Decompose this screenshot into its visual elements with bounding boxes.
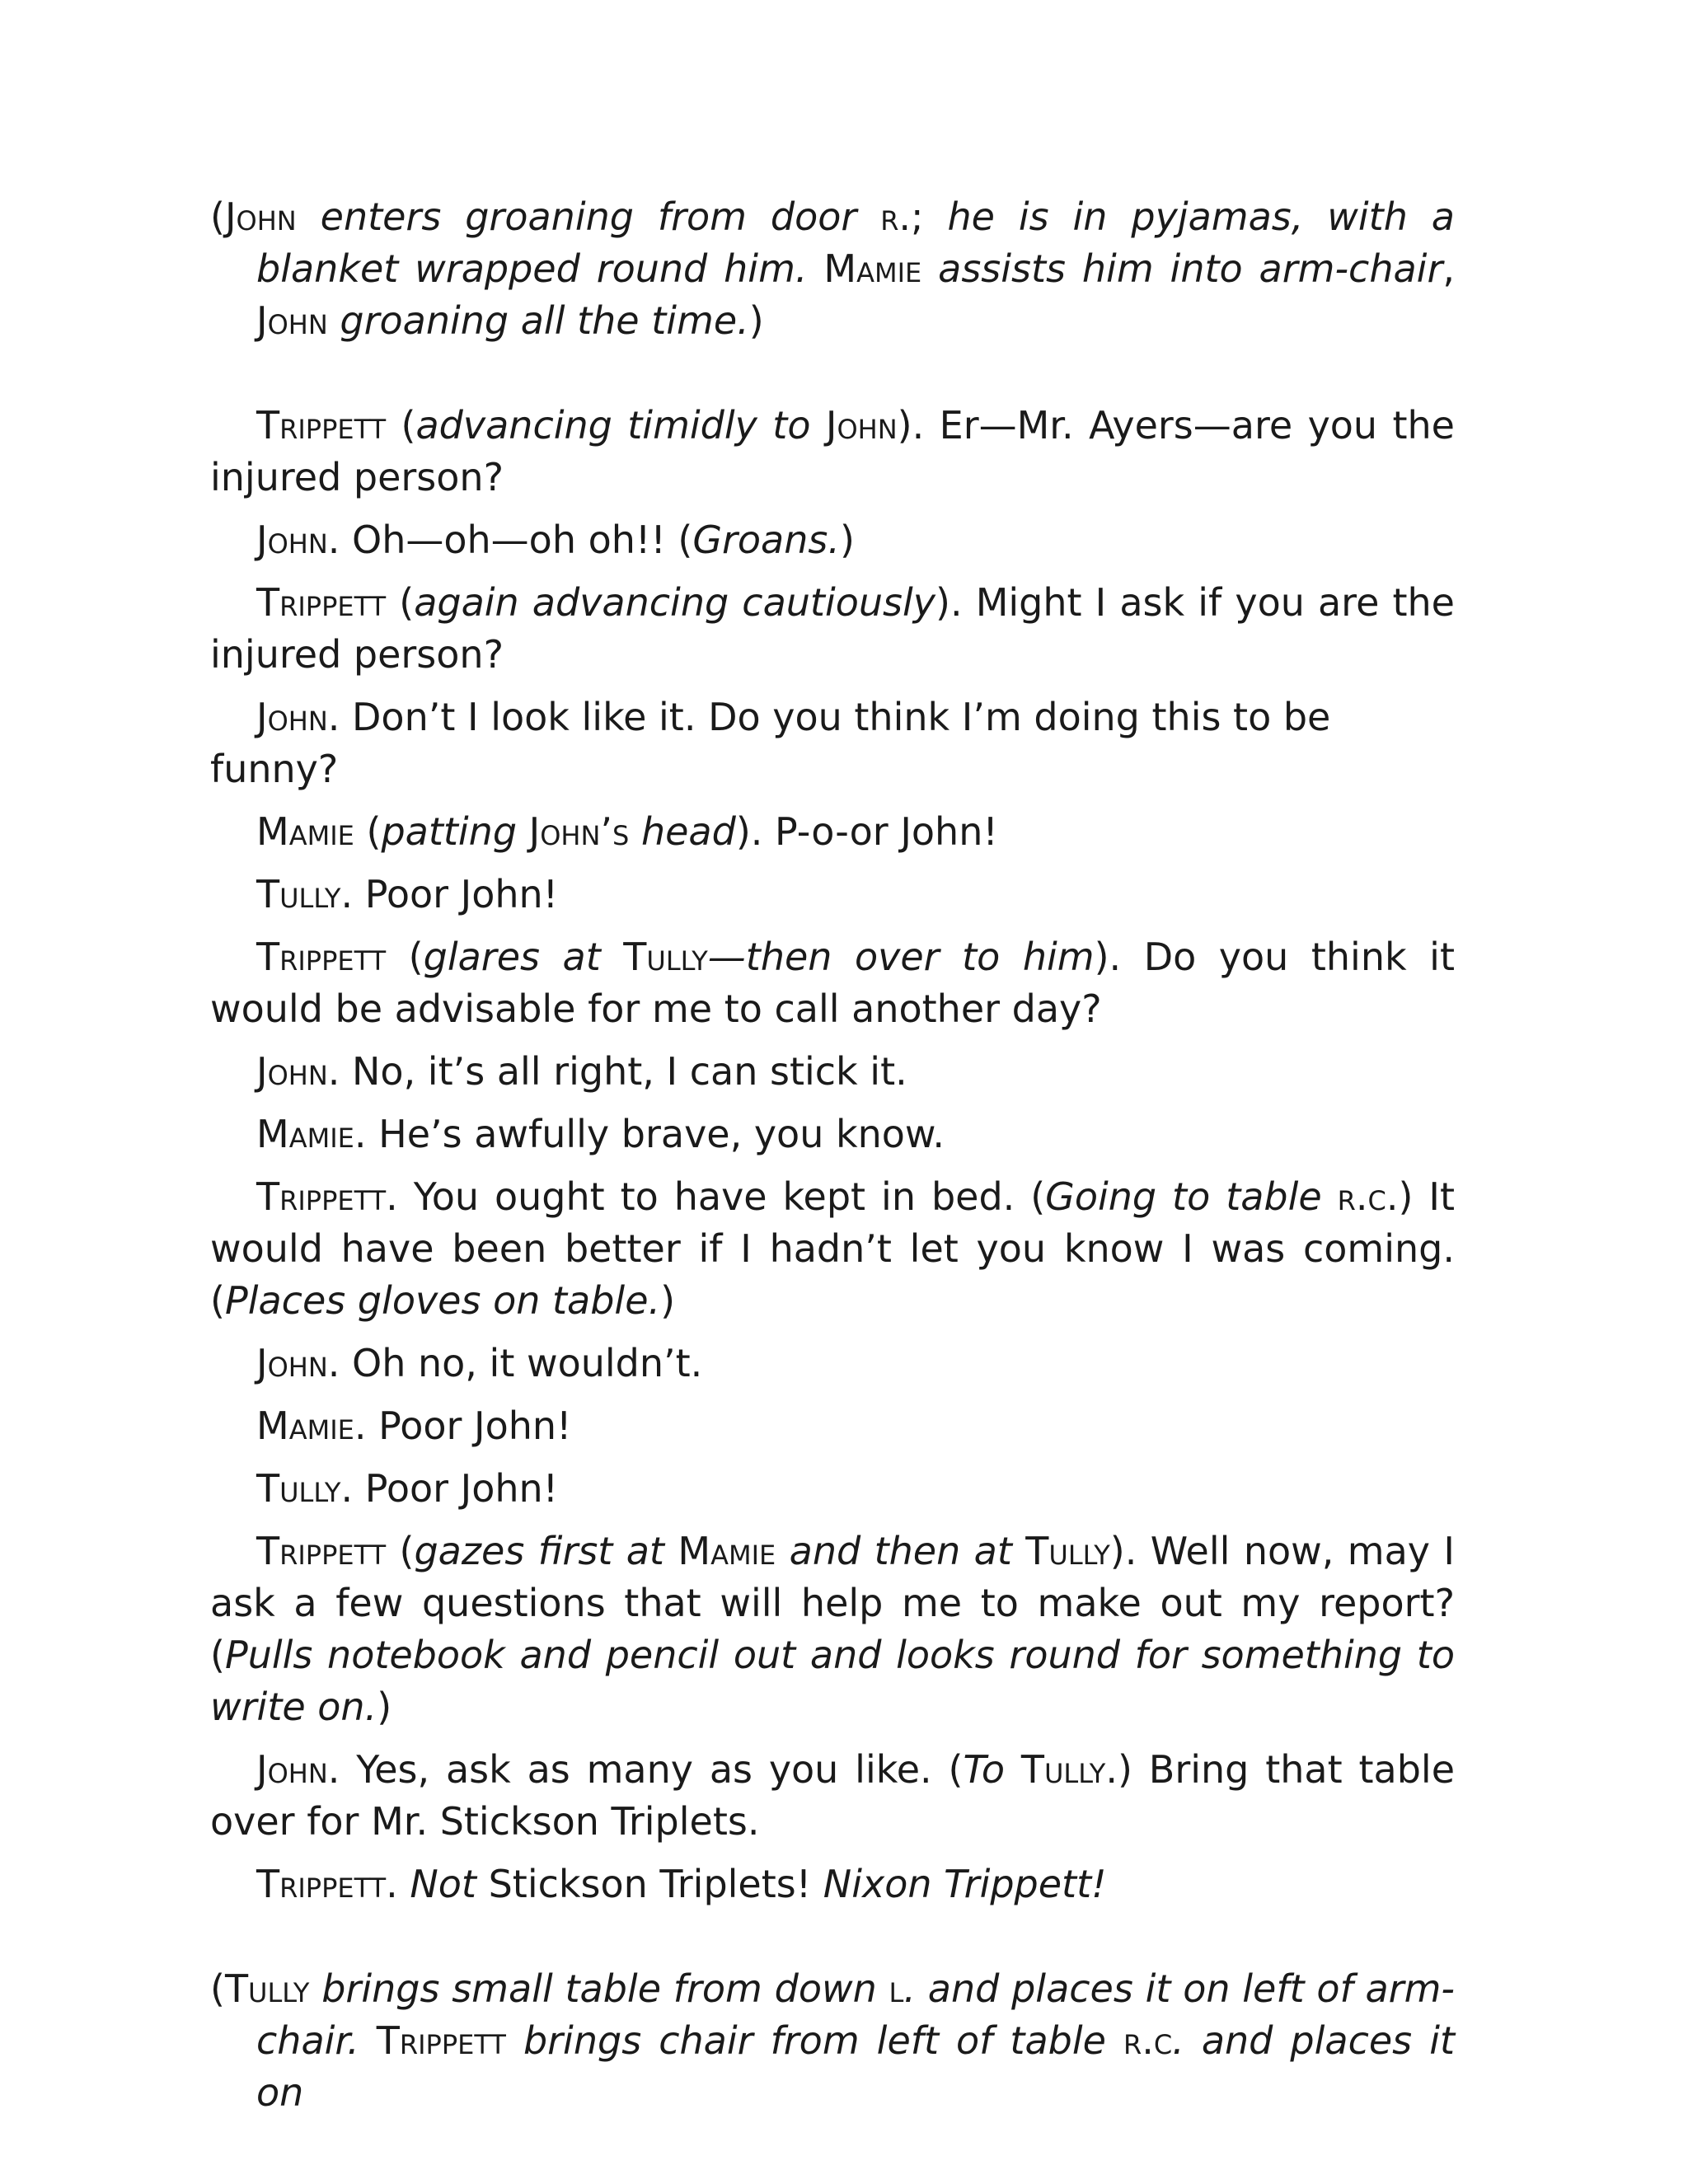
character-name: Trippett [376,2018,506,2063]
character-name: Tully [224,1966,310,2011]
dialogue-text: Stickson Triplets! [476,1862,823,1906]
dialogue-text: . He’s awfully brave, you know. [354,1112,945,1156]
direction-text: Going to table [1045,1174,1338,1219]
direction-text: and then at [776,1529,1026,1573]
dialogue-text: ). Well now, may I ask a few questions that will help me to make out my report? ( [210,1529,1455,1677]
direction-text: To [963,1747,1021,1792]
dialogue-line [210,1046,1455,1098]
dialogue-line [210,1400,1455,1452]
dialogue-text: ( [210,194,225,239]
dialogue-text: ( [386,403,416,448]
direction-text: brings small table from down [309,1966,889,2011]
dialogue-text: ( [386,935,424,979]
character-name: John [256,518,328,562]
character-name: John’s [528,809,630,854]
direction-text: . and places it on [256,2018,1456,2115]
character-name: Mamie [256,809,354,854]
dialogue-text: . Yes, ask as many as you like. ( [327,1747,964,1792]
dialogue-line [210,931,1455,1035]
dialogue-text: ). P-o-or John! [735,809,998,854]
dialogue-text: . Poor John! [354,1404,572,1448]
dialogue-line [210,577,1455,681]
direction-text: Places gloves on table. [224,1278,661,1323]
direction-text: assists him into arm-chair [921,246,1443,291]
dialogue-line [210,1526,1455,1733]
character-name: r.c [1337,1174,1386,1219]
direction-text: Pulls notebook and pencil out and looks round for something to write on. [210,1633,1455,1729]
character-name: Trippett [256,1174,387,1219]
dialogue-text: ) [660,1278,676,1323]
character-name: John [256,1341,328,1385]
direction-text: gazes first at [414,1529,678,1573]
dialogue-text: ). Do you think it would be advisable for me to call another day? [210,935,1455,1031]
dialogue-text: ) [748,298,764,343]
dialogue-text: . Poor John! [340,872,559,916]
dialogue-text: . Poor John! [340,1466,559,1511]
character-name: Mamie [256,1112,354,1156]
dialogue-text: . Oh—oh—oh oh!! ( [327,518,693,562]
character-name: Trippett [256,580,387,625]
direction-text: head [629,809,736,854]
character-name: r [880,194,899,239]
dialogue-line [210,1744,1455,1848]
character-name: Trippett [256,1862,387,1906]
character-name: Tully [1025,1529,1110,1573]
dialogue-line [210,1108,1455,1160]
dialogue-text: , [1442,246,1455,291]
dialogue-text: ). Er—Mr. Ayers—are you the injured person? [210,403,1455,499]
character-name: l [889,1966,904,2011]
character-name: Mamie [823,246,922,291]
character-name: Mamie [678,1529,776,1573]
dialogue-text: ( [386,1529,415,1573]
dialogue-text: .) It would have been better if I hadn’t let you know I was coming. ( [210,1174,1455,1323]
character-name: John [256,1747,328,1792]
direction-text: glares at [423,935,624,979]
direction-text: he is in pyjamas, with a blanket wrapped round him. [256,194,1455,291]
dialogue-text: . No, it’s all right, I can stick it. [327,1049,907,1094]
dialogue-line [210,691,1455,795]
character-name: Tully [256,1466,341,1511]
dialogue-line [210,400,1455,504]
direction-text: Not [410,1862,476,1906]
character-name: Mamie [256,1404,354,1448]
direction-text: —then over to him [707,935,1095,979]
dialogue-text: ( [210,1966,225,2011]
dialogue-line [210,1463,1455,1515]
direction-text: Nixon Trippett! [823,1862,1107,1906]
character-name: John [256,1049,328,1094]
dialogue-text: ( [386,580,415,625]
character-name: John [825,403,898,448]
direction-text: Groans. [692,518,840,562]
dialogue-text: .) Bring that table over for Mr. Stickson Triplets. [210,1747,1455,1844]
dialogue-text: . Oh no, it wouldn’t. [327,1341,703,1385]
dialogue-line [210,1858,1455,1910]
character-name: John [256,695,328,739]
dialogue-line [210,1171,1455,1327]
direction-text: enters groaning from door [296,194,881,239]
dialogue-text: . You ought to have kept in bed. ( [386,1174,1046,1219]
dialogue-line [210,869,1455,921]
script-page [210,191,1455,2130]
character-name: Tully [1020,1747,1106,1792]
direction-text: again advancing cautiously [414,580,936,625]
character-name: John [256,298,328,343]
character-name: Trippett [256,403,387,448]
direction-text: . and places it on left of arm-chair. [256,1966,1455,2063]
direction-text: groaning all the time. [327,298,749,343]
direction-text: brings chair from left of table [505,2018,1123,2063]
stage-direction [210,191,1455,347]
character-name: Tully [623,935,708,979]
dialogue-text: ) [839,518,855,562]
character-name: Tully [256,872,341,916]
direction-text: patting [381,809,529,854]
character-name: John [224,194,297,239]
direction-text: advancing timidly to [415,403,826,448]
dialogue-line [210,806,1455,858]
character-name: Trippett [256,935,387,979]
dialogue-text: ). Might I ask if you are the injured person? [210,580,1455,677]
character-name: r.c [1123,2018,1173,2063]
dialogue-text: ) [377,1685,392,1729]
dialogue-text: .; [898,194,948,239]
character-name: Trippett [256,1529,387,1573]
stage-direction [210,1963,1455,2119]
dialogue-text: ( [354,809,382,854]
dialogue-text: . [386,1862,410,1906]
dialogue-line [210,514,1455,566]
dialogue-line [210,1338,1455,1390]
dialogue-text: . Don’t I look like it. Do you think I’m doing this to be funny? [210,695,1331,791]
